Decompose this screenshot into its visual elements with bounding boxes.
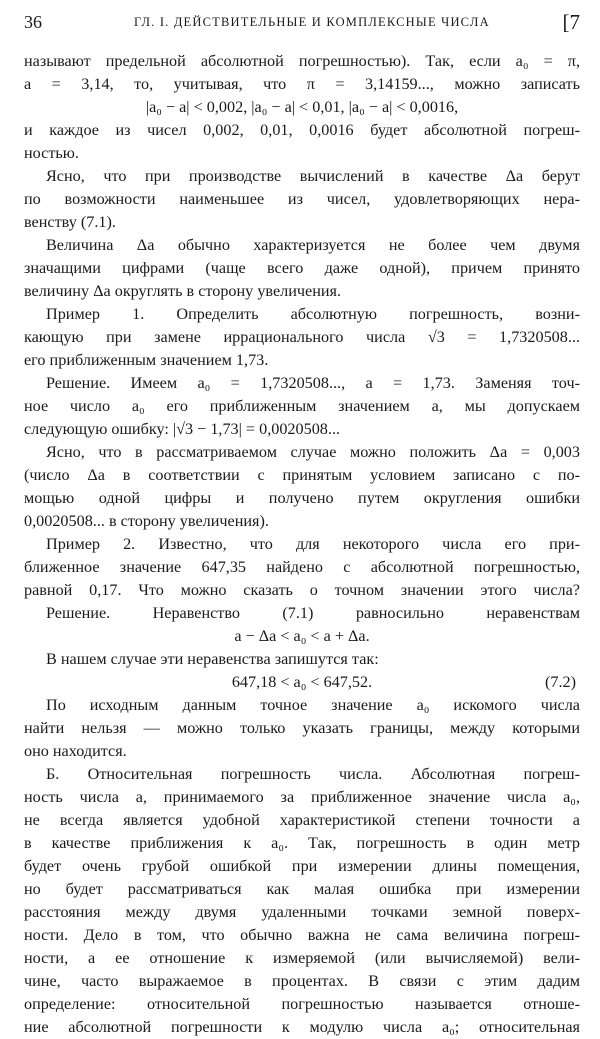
- paragraph-line: найти нельзя — можно только указать границы, между которыми: [24, 719, 580, 737]
- paragraph-line: По исходным данным точное значение a₀ искомого числа: [46, 696, 580, 714]
- paragraph-line: кающую при замене иррационального числа √3 = 1,7320508...: [24, 328, 580, 346]
- paragraph-line: но будет рассматриваться как малая ошибка при измерении: [24, 880, 580, 898]
- numbered-equation: [24, 671, 580, 694]
- paragraph-line: его приближенным значением 1,73.: [24, 351, 269, 369]
- paragraph-line: следующую ошибку: |√3 − 1,73| = 0,0020508...: [24, 420, 341, 438]
- paragraph-line: расстояния между двумя удаленными точками земной поверх-: [24, 903, 580, 921]
- paragraph-line: ное число a₀ его приближенным значением a, мы допускаем: [24, 397, 580, 415]
- paragraph-line: ности, а ее отношение к измеряемой (или вычисляемой) вели-: [24, 949, 580, 967]
- equation-number: (7.2): [544, 673, 576, 691]
- solution-heading-line: Решение. Неравенство (7.1) равносильно неравенствам: [46, 604, 580, 622]
- paragraph-line: ности. Дело в том, что обычно важна не сама величина погреш-: [24, 926, 580, 944]
- page-number: 36: [24, 12, 42, 32]
- example-heading-line: Пример 2. Известно, что для некоторого числа его при-: [46, 535, 580, 553]
- paragraph-line: мощью одной цифры и получено путем округления ошибки: [24, 489, 580, 507]
- paragraph-line: венству (7.1).: [24, 213, 116, 231]
- paragraph-line: a = 3,14, то, учитывая, что π = 3,14159..., можно записать: [24, 75, 580, 93]
- paragraph-line: определение: относительной погрешностью называется отноше-: [24, 995, 580, 1013]
- page-header: [24, 10, 580, 36]
- section-number: [7: [562, 10, 580, 34]
- paragraph-line: (число Δa в соответствии с принятым условием записано с по-: [24, 466, 580, 484]
- equation: a − Δa < a₀ < a + Δa.: [234, 627, 370, 645]
- example-heading-line: Пример 1. Определить абсолютную погрешность, возни-: [46, 305, 580, 323]
- paragraph-line: и каждое из чисел 0,002, 0,01, 0,0016 будет абсолютной погреш-: [24, 121, 580, 139]
- paragraph-line: величину Δa округлять в сторону увеличения.: [24, 282, 342, 300]
- equation: 647,18 < a₀ < 647,52.: [231, 673, 373, 691]
- paragraph-line: равной 0,17. Что можно сказать о точном значении этого числа?: [24, 581, 580, 599]
- paragraph-line: по возможности наименьшее из чисел, удовлетворяющих нера-: [24, 190, 580, 208]
- paragraph-line: 0,0020508... в сторону увеличения).: [24, 512, 269, 530]
- solution-heading-line: Решение. Имеем a₀ = 1,7320508..., a = 1,73. Заменяя точ-: [46, 374, 580, 392]
- paragraph-line: чине, часто выражаемое в процентах. В связи с этим дадим: [24, 972, 580, 990]
- paragraph-line: Ясно, что в рассматриваемом случае можно положить Δa = 0,003: [46, 443, 580, 461]
- running-title: ГЛ. I. ДЕЙСТВИТЕЛЬНЫЕ И КОМПЛЕКСНЫЕ ЧИСЛА: [134, 15, 490, 29]
- page-body: [24, 50, 580, 1039]
- paragraph-line: оно находится.: [24, 742, 127, 760]
- paragraph-line: ближенное значение 647,35 найдено с абсолютной погрешностью,: [24, 558, 580, 576]
- paragraph-line: не всегда является удобной характеристикой степени точности a: [24, 811, 580, 829]
- paragraph-line: будет очень грубой ошибкой при измерении длины помещения,: [24, 857, 580, 875]
- paragraph-line: ние абсолютной погрешности к модулю числа a₀; относительная: [24, 1018, 580, 1036]
- book-page: [24, 10, 580, 1036]
- section-heading-line: Б. Относительная погрешность числа. Абсолютная погреш-: [46, 765, 580, 783]
- paragraph-line: называют предельной абсолютной погрешностью). Так, если a₀ = π,: [24, 52, 580, 70]
- paragraph-line: В нашем случае эти неравенства запишутся так:: [46, 650, 379, 668]
- paragraph-line: Величина Δa обычно характеризуется не более чем двумя: [46, 236, 580, 254]
- equation: |a₀ − a| < 0,002, |a₀ − a| < 0,01, |a₀ − a| < 0,0016,: [145, 98, 459, 116]
- paragraph-line: в качестве приближения к a₀. Так, погрешность в один метр: [24, 834, 580, 852]
- paragraph-line: Ясно, что при производстве вычислений в качестве Δa берут: [46, 167, 580, 185]
- paragraph-line: значащими цифрами (чаще всего даже одной), причем принято: [24, 259, 580, 277]
- paragraph-line: ностью.: [24, 144, 79, 162]
- paragraph-line: ность числа a, принимаемого за приближенное значение числа a₀,: [24, 788, 580, 806]
